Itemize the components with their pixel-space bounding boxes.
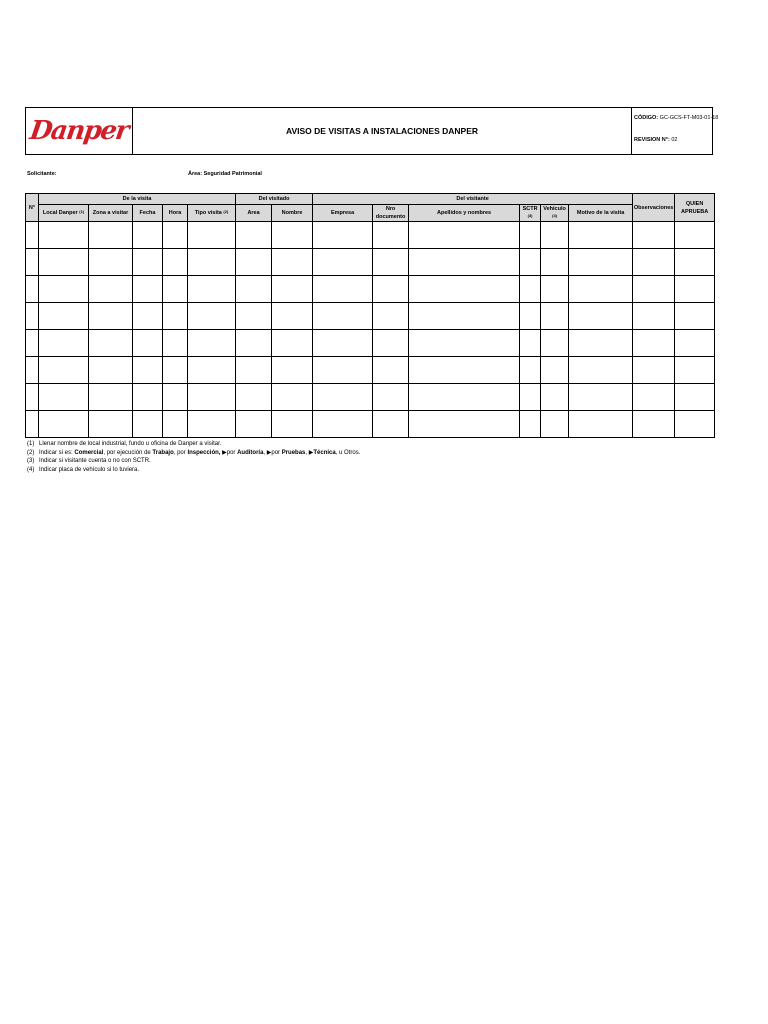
table-cell[interactable] bbox=[26, 357, 39, 384]
table-cell[interactable] bbox=[188, 411, 236, 438]
table-cell[interactable] bbox=[409, 249, 520, 276]
table-cell[interactable] bbox=[89, 384, 133, 411]
table-cell[interactable] bbox=[541, 411, 569, 438]
table-cell[interactable] bbox=[409, 384, 520, 411]
table-cell[interactable] bbox=[188, 384, 236, 411]
quien-line1: QUIEN bbox=[685, 200, 704, 207]
table-cell[interactable] bbox=[569, 411, 633, 438]
table-cell[interactable] bbox=[675, 222, 715, 249]
table-cell[interactable] bbox=[633, 303, 675, 330]
col-tipo: Tipo visita $^{(2)}$ bbox=[188, 205, 236, 222]
table-cell[interactable] bbox=[373, 330, 409, 357]
table-cell[interactable] bbox=[236, 303, 272, 330]
quien-line2: APRUEBA bbox=[680, 208, 709, 215]
table-cell[interactable] bbox=[313, 384, 373, 411]
logo-cell bbox=[26, 108, 133, 154]
table-cell[interactable] bbox=[313, 276, 373, 303]
col-quien-aprueba bbox=[675, 194, 715, 222]
table-cell[interactable] bbox=[188, 276, 236, 303]
table-cell[interactable] bbox=[272, 330, 313, 357]
form-title: AVISO DE VISITAS A INSTALACIONES DANPER bbox=[133, 108, 632, 154]
table-cell[interactable] bbox=[409, 357, 520, 384]
table-cell[interactable] bbox=[188, 330, 236, 357]
table-cell[interactable] bbox=[569, 357, 633, 384]
table-cell[interactable] bbox=[236, 357, 272, 384]
footnote: (2) Indicar si es: Comercial, por ejecución de Trabajo, por Inspección, ▶por Auditoría, ▶por Pruebas, ▶Técnica, u Otros. bbox=[27, 449, 361, 456]
table-row bbox=[26, 357, 715, 384]
footnote: (3) Indicar si visitante cuenta o no con SCTR. bbox=[27, 458, 151, 464]
table-cell[interactable] bbox=[313, 411, 373, 438]
table-cell[interactable] bbox=[39, 222, 89, 249]
code-line bbox=[634, 115, 718, 121]
col-sctr: SCTR $^{(3)}$ bbox=[520, 205, 541, 222]
table-cell[interactable] bbox=[236, 384, 272, 411]
table-cell[interactable] bbox=[569, 384, 633, 411]
header-row-columns bbox=[26, 205, 715, 222]
table-cell[interactable] bbox=[633, 411, 675, 438]
table-cell[interactable] bbox=[39, 249, 89, 276]
table-cell[interactable] bbox=[133, 330, 163, 357]
col-vehiculo: Vehiculo $^{(4)}$ bbox=[541, 205, 569, 222]
table-cell[interactable] bbox=[133, 276, 163, 303]
table-cell[interactable] bbox=[26, 330, 39, 357]
table-cell[interactable] bbox=[26, 411, 39, 438]
col-fecha: Fecha bbox=[133, 205, 163, 222]
table-cell[interactable] bbox=[188, 249, 236, 276]
table-cell[interactable] bbox=[188, 357, 236, 384]
table-cell[interactable] bbox=[520, 222, 541, 249]
table-cell[interactable] bbox=[520, 303, 541, 330]
table-cell[interactable] bbox=[520, 249, 541, 276]
table-cell[interactable] bbox=[520, 384, 541, 411]
table-cell[interactable] bbox=[163, 222, 188, 249]
revision-line bbox=[634, 137, 677, 143]
table-cell[interactable] bbox=[39, 303, 89, 330]
code-label: CÓDIGO: bbox=[634, 115, 659, 121]
table-cell[interactable] bbox=[39, 357, 89, 384]
table-cell[interactable] bbox=[569, 303, 633, 330]
table-row bbox=[26, 249, 715, 276]
table-cell[interactable] bbox=[272, 222, 313, 249]
table-row bbox=[26, 303, 715, 330]
table-cell[interactable] bbox=[133, 303, 163, 330]
table-cell[interactable] bbox=[373, 222, 409, 249]
col-nombre: Nombre bbox=[272, 205, 313, 222]
table-cell[interactable] bbox=[163, 411, 188, 438]
revision-value: 02 bbox=[671, 137, 678, 143]
table-cell[interactable] bbox=[163, 357, 188, 384]
table-cell[interactable] bbox=[133, 384, 163, 411]
table-cell[interactable] bbox=[675, 276, 715, 303]
col-local: Local Danper $^{(1)}$ bbox=[39, 205, 89, 222]
col-apellidos: Apellidos y nombres bbox=[409, 205, 520, 222]
table-cell[interactable] bbox=[675, 249, 715, 276]
table-cell[interactable] bbox=[409, 303, 520, 330]
table-body bbox=[26, 222, 715, 438]
col-area: Area bbox=[236, 205, 272, 222]
table-cell[interactable] bbox=[520, 276, 541, 303]
table-row bbox=[26, 384, 715, 411]
table-cell[interactable] bbox=[272, 249, 313, 276]
table-cell[interactable] bbox=[236, 249, 272, 276]
danper-logo: Danper bbox=[28, 116, 130, 146]
table-cell[interactable] bbox=[272, 384, 313, 411]
col-zona: Zona a visitar bbox=[89, 205, 133, 222]
table-cell[interactable] bbox=[89, 303, 133, 330]
table-cell[interactable] bbox=[133, 249, 163, 276]
table-cell[interactable] bbox=[39, 384, 89, 411]
group-visitante: Del visitante bbox=[313, 194, 633, 205]
col-observaciones: Observaciones bbox=[633, 194, 675, 222]
table-cell[interactable] bbox=[520, 330, 541, 357]
table-cell[interactable] bbox=[272, 411, 313, 438]
table-cell[interactable] bbox=[26, 276, 39, 303]
table-cell[interactable] bbox=[409, 411, 520, 438]
table-cell[interactable] bbox=[163, 303, 188, 330]
table-cell[interactable] bbox=[89, 411, 133, 438]
table-cell[interactable] bbox=[133, 222, 163, 249]
group-visita: De la visita bbox=[39, 194, 236, 205]
table-cell[interactable] bbox=[633, 276, 675, 303]
col-empresa: Empresa bbox=[313, 205, 373, 222]
table-cell[interactable] bbox=[373, 276, 409, 303]
table-cell[interactable] bbox=[373, 357, 409, 384]
table-cell[interactable] bbox=[39, 330, 89, 357]
table-cell[interactable] bbox=[26, 222, 39, 249]
table-cell[interactable] bbox=[569, 249, 633, 276]
table-cell[interactable] bbox=[39, 411, 89, 438]
table-cell[interactable] bbox=[541, 357, 569, 384]
table-cell[interactable] bbox=[236, 411, 272, 438]
table-cell[interactable] bbox=[313, 222, 373, 249]
table-cell[interactable] bbox=[541, 303, 569, 330]
table-cell[interactable] bbox=[313, 249, 373, 276]
table-row bbox=[26, 276, 715, 303]
table-cell[interactable] bbox=[373, 249, 409, 276]
col-no: N° bbox=[26, 194, 39, 222]
header-row-groups bbox=[26, 194, 715, 205]
table-cell[interactable] bbox=[373, 303, 409, 330]
group-visitado: Del visitado bbox=[236, 194, 313, 205]
code-value: GC-GCS-FT-M03-01-18 bbox=[659, 115, 719, 121]
table-cell[interactable] bbox=[541, 249, 569, 276]
table-cell[interactable] bbox=[541, 384, 569, 411]
table-cell[interactable] bbox=[39, 276, 89, 303]
table-cell[interactable] bbox=[313, 330, 373, 357]
table-cell[interactable] bbox=[188, 222, 236, 249]
table-cell[interactable] bbox=[89, 357, 133, 384]
table-cell[interactable] bbox=[163, 330, 188, 357]
table-cell[interactable] bbox=[675, 330, 715, 357]
table-cell[interactable] bbox=[675, 411, 715, 438]
code-cell bbox=[632, 108, 719, 154]
visits-table bbox=[25, 193, 715, 438]
table-row bbox=[26, 411, 715, 438]
table-cell[interactable] bbox=[520, 411, 541, 438]
table-cell[interactable] bbox=[520, 357, 541, 384]
table-cell[interactable] bbox=[675, 384, 715, 411]
table-cell[interactable] bbox=[313, 303, 373, 330]
table-cell[interactable] bbox=[133, 357, 163, 384]
footnote: (4) Indicar placa de vehículo si lo tuviera. bbox=[27, 466, 140, 473]
table-cell[interactable] bbox=[373, 384, 409, 411]
table-cell[interactable] bbox=[133, 411, 163, 438]
table-cell[interactable] bbox=[633, 222, 675, 249]
table-cell[interactable] bbox=[569, 222, 633, 249]
table-cell[interactable] bbox=[633, 357, 675, 384]
table-cell[interactable] bbox=[569, 276, 633, 303]
table-row bbox=[26, 330, 715, 357]
col-hora: Hora bbox=[163, 205, 188, 222]
table-cell[interactable] bbox=[569, 330, 633, 357]
table-cell[interactable] bbox=[675, 357, 715, 384]
table-cell[interactable] bbox=[163, 384, 188, 411]
form-header bbox=[25, 107, 719, 155]
table-cell[interactable] bbox=[26, 249, 39, 276]
table-cell[interactable] bbox=[89, 276, 133, 303]
table-cell[interactable] bbox=[409, 276, 520, 303]
table-cell[interactable] bbox=[409, 330, 520, 357]
table-cell[interactable] bbox=[236, 222, 272, 249]
table-cell[interactable] bbox=[541, 330, 569, 357]
table-cell[interactable] bbox=[89, 249, 133, 276]
col-motivo: Motivo de la visita bbox=[569, 205, 633, 222]
footnote: (1) Llenar nombre de local industrial, fundo u oficina de Danper a visitar. bbox=[27, 441, 222, 447]
table-cell[interactable] bbox=[163, 249, 188, 276]
table-cell[interactable] bbox=[633, 249, 675, 276]
table-cell[interactable] bbox=[675, 303, 715, 330]
table-cell[interactable] bbox=[236, 330, 272, 357]
col-nro-documento: Nro documento bbox=[373, 205, 409, 222]
table-cell[interactable] bbox=[236, 276, 272, 303]
table-cell[interactable] bbox=[272, 303, 313, 330]
table-cell[interactable] bbox=[26, 303, 39, 330]
table-cell[interactable] bbox=[541, 222, 569, 249]
table-cell[interactable] bbox=[633, 384, 675, 411]
table-cell[interactable] bbox=[272, 276, 313, 303]
table-cell[interactable] bbox=[541, 276, 569, 303]
table-row bbox=[26, 222, 715, 249]
revision-label: REVISION N°: bbox=[634, 137, 670, 143]
table-cell[interactable] bbox=[163, 276, 188, 303]
table-cell[interactable] bbox=[633, 330, 675, 357]
area-label: Área: Seguridad Patrimonial bbox=[188, 171, 262, 177]
table-cell[interactable] bbox=[409, 222, 520, 249]
table-cell[interactable] bbox=[26, 384, 39, 411]
table-cell[interactable] bbox=[89, 330, 133, 357]
footnotes bbox=[27, 440, 360, 474]
table-cell[interactable] bbox=[313, 357, 373, 384]
table-cell[interactable] bbox=[373, 411, 409, 438]
table-cell[interactable] bbox=[272, 357, 313, 384]
table-cell[interactable] bbox=[188, 303, 236, 330]
solicitante-label: Solicitante: bbox=[27, 171, 57, 177]
table-cell[interactable] bbox=[89, 222, 133, 249]
